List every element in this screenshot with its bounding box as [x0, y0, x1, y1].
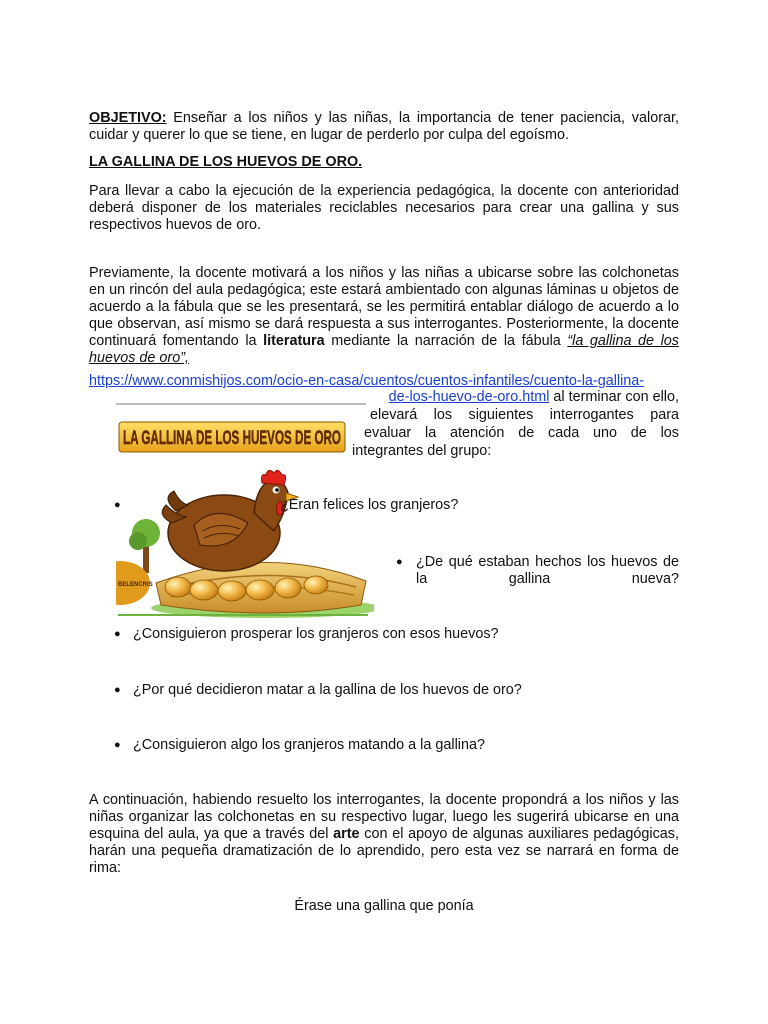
document-title [89, 154, 679, 171]
paragraph-motivation-text-a: Previamente, la docente motivará a los niños y las niñas a ubicarse sobre las colchonetas en un rincón del aula pedagógica; este estará ambientado con algunas láminas u objetos de acuerdo a la fábula que se les presentará, se les permitirá entablar diálogo de acuerdo a lo que observan, así mismo se dará respuesta a sus interrogantes. Posteriormente, la docente continuará fomentando la [89, 265, 679, 349]
bullet-dot: ● [114, 739, 121, 751]
corner-label: BELENCRIS [118, 582, 153, 588]
bullet-dot: ● [114, 684, 121, 696]
objective-paragraph [89, 110, 679, 144]
title-text: LA GALLINA DE LOS HUEVOS DE ORO. [89, 154, 363, 170]
fable-title: “la gallina de los huevos de oro”, [89, 333, 679, 366]
bullet-dot: ● [114, 628, 121, 640]
after-url-text: al terminar con ello, [549, 389, 679, 405]
wrap-line-2: evaluar la atención de cada uno de los [364, 425, 679, 441]
bullet-dot: ● [396, 556, 403, 568]
literatura-bold: literatura [263, 333, 325, 349]
rhyme-line: Érase una gallina que ponía [294, 898, 474, 914]
fable-link-line2[interactable]: de-los-huevo-de-oro.html [388, 389, 550, 405]
paragraph-dramatization-text-a: A continuación, habiendo resuelto los interrogantes, la docente propondrá a los niños y las niñas organizar las colchonetas en su respectivo lugar, luego les sugerirá ubicarse en una esquina del aula, ya que a través del [89, 792, 679, 842]
paragraph-materials: Para llevar a cabo la ejecución de la experiencia pedagógica, la docente con anterioridad deberá disponer de los materiales reciclables necesarios para crear una gallina y sus respectivos huevos de oro. [89, 183, 679, 233]
banner-text: LA GALLINA DE LOS HUEVOS DE ORO [123, 428, 341, 449]
paragraph-dramatization [89, 792, 679, 877]
objective-text: Enseñar a los niños y las niñas, la importancia de tener paciencia, valorar, cuidar y querer lo que se tiene, en lugar de perderlo por culpa del egoísmo. [89, 110, 679, 143]
question-1: ¿Eran felices los granjeros? [280, 497, 459, 513]
wrap-line-3: integrantes del grupo: [352, 443, 492, 459]
url-line-2-wrap [370, 389, 679, 406]
question-3: ¿Consiguieron prosperar los granjeros con esos huevos? [133, 626, 499, 642]
question-4: ¿Por qué decidieron matar a la gallina de los huevos de oro? [133, 682, 522, 698]
paragraph-motivation-text-b: mediante la narración de la fábula [324, 333, 568, 349]
arte-bold: arte [333, 826, 360, 842]
fable-link-line1[interactable]: https://www.conmishijos.com/ocio-en-casa/cuentos/cuentos-infantiles/cuento-la-gallina- [89, 373, 645, 389]
question-2 [416, 554, 679, 588]
bullet-dot: ● [114, 499, 121, 511]
question-2-text: ¿De qué estaban hechos los huevos de la gallina nueva? [416, 554, 679, 587]
paragraph-motivation [89, 265, 679, 367]
objective-label: OBJETIVO: [89, 110, 167, 126]
question-5: ¿Consiguieron algo los granjeros matando a la gallina? [133, 737, 485, 753]
paragraph-dramatization-text-b: con el apoyo de algunas auxiliares pedagógicas, harán una pequeña dramatización de lo aprendido, pero esta vez se narrará en forma de rima: [89, 826, 679, 876]
url-line-1-wrap [89, 373, 679, 390]
wrap-line-1: elevará los siguientes interrogantes para [370, 407, 679, 423]
